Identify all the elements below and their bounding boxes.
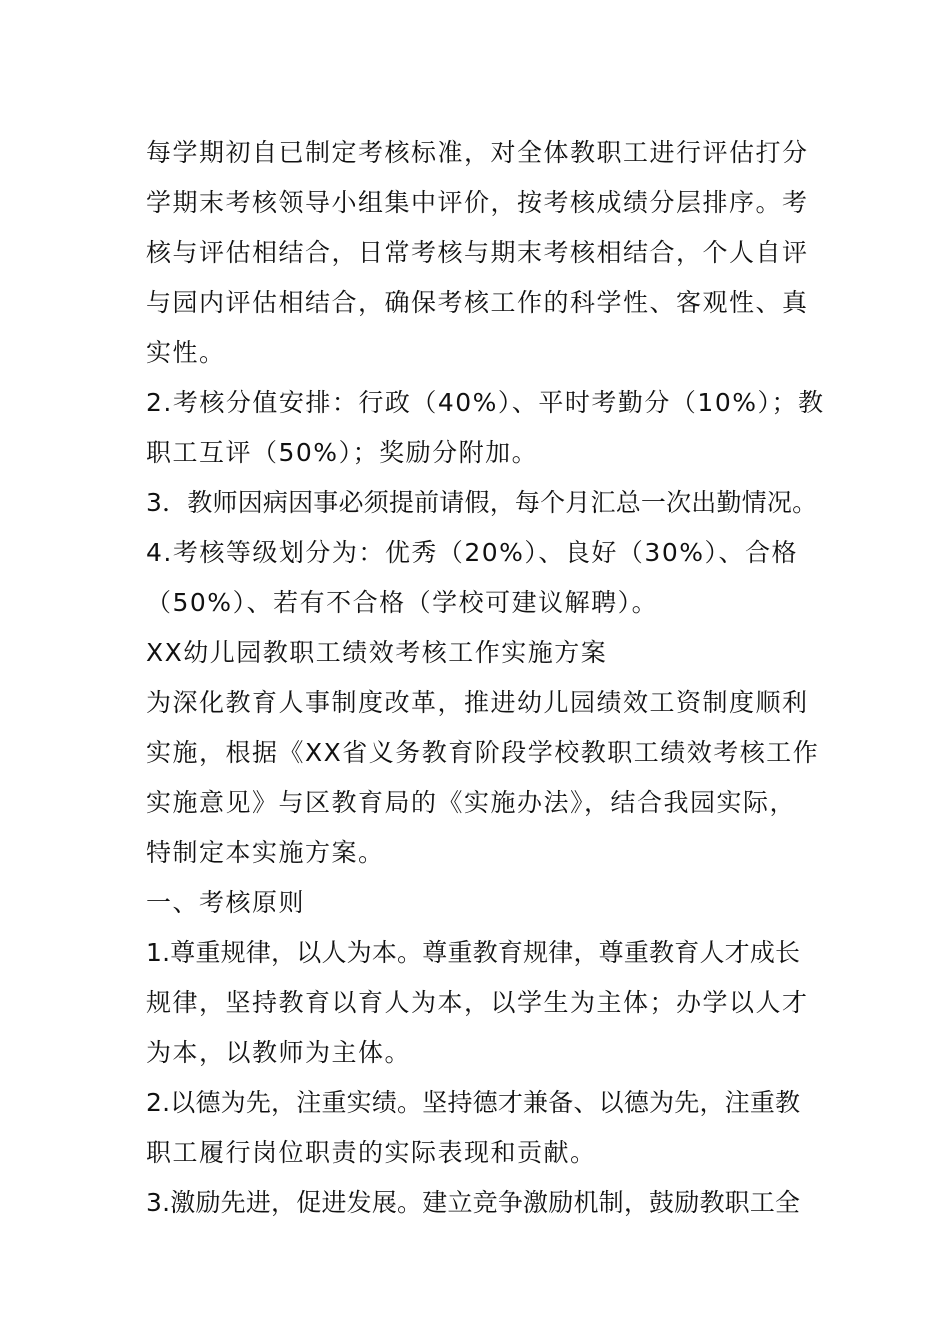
paragraph-line: 实施，根据《XX省义务教育阶段学校教职工绩效考核工作: [146, 738, 820, 767]
section-heading: 一、考核原则: [146, 888, 306, 917]
list-item-line: 2.考核分值安排：行政（40%）、平时考勤分（10%）；教: [146, 388, 825, 417]
list-item-line: （50%）、若有不合格（学校可建议解聘）。: [146, 588, 659, 617]
list-item-line: 规律，坚持教育以育人为本，以学生为主体；办学以人才: [146, 988, 809, 1017]
list-item-line: 3.激励先进，促进发展。建立竞争激励机制，鼓励教职工全: [146, 1188, 801, 1217]
paragraph-line: 核与评估相结合，日常考核与期末考核相结合，个人自评: [146, 238, 809, 267]
list-item-line: 3．教师因病因事必须提前请假，每个月汇总一次出勤情况。: [146, 488, 818, 517]
paragraph-line: 实施意见》与区教育局的《实施办法》，结合我园实际，: [146, 788, 797, 817]
list-item-line: 职工履行岗位职责的实际表现和贡献。: [146, 1138, 597, 1167]
paragraph-line: 每学期初自已制定考核标准，对全体教职工进行评估打分: [146, 138, 809, 167]
section-title: XX幼儿园教职工绩效考核工作实施方案: [146, 638, 608, 667]
paragraph-line: 与园内评估相结合，确保考核工作的科学性、客观性、真: [146, 288, 809, 317]
document-body: [146, 128, 825, 1228]
list-item-line: 职工互评（50%）；奖励分附加。: [146, 438, 539, 467]
list-item-line: 4.考核等级划分为：优秀（20%）、良好（30%）、合格: [146, 538, 798, 567]
paragraph-line: 特制定本实施方案。: [146, 838, 385, 867]
paragraph-line: 为深化教育人事制度改革，推进幼儿园绩效工资制度顺利: [146, 688, 809, 717]
list-item-line: 2.以德为先，注重实绩。坚持德才兼备、以德为先，注重教: [146, 1088, 801, 1117]
list-item-line: 为本，以教师为主体。: [146, 1038, 412, 1067]
paragraph-line: 实性。: [146, 338, 226, 367]
paragraph-line: 学期末考核领导小组集中评价，按考核成绩分层排序。考: [146, 188, 809, 217]
list-item-line: 1.尊重规律，以人为本。尊重教育规律，尊重教育人才成长: [146, 938, 801, 967]
